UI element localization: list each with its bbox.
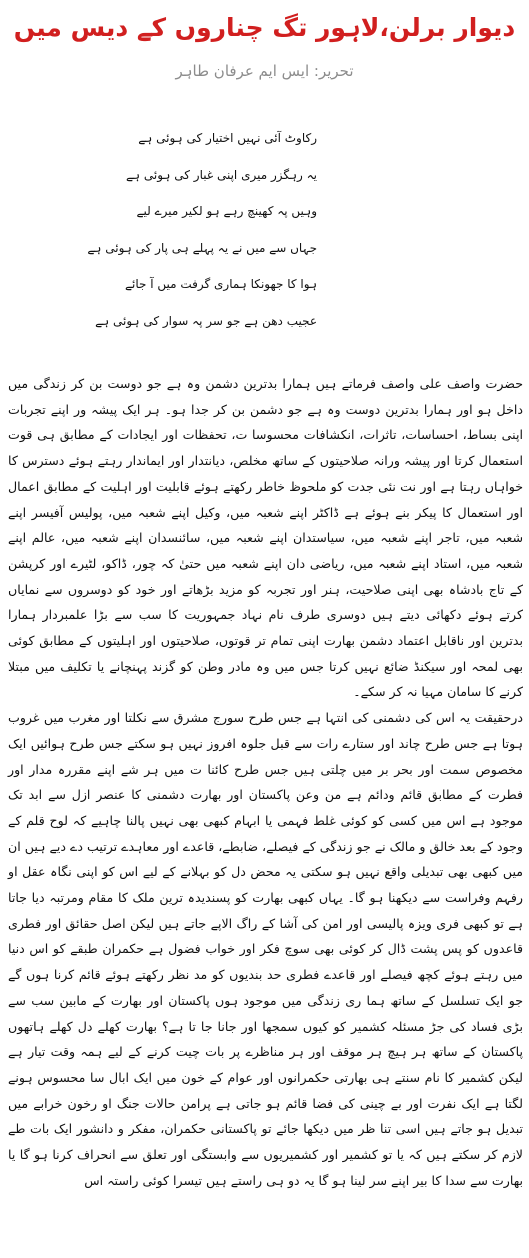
body-paragraph: حضرت واصف علی واصف فرماتے ہیں ہمارا بدترین دشمن وہ ہے جو دوست بن کر زندگی میں داخل ہو اور ہمارا بدترین دوست وہ ہے جو دشمن بن کر جدا ہو۔ ہر ایک پیشہ ور اپنے تجربات اپنی بساط، احساسات، تاثرات، انکشافات محسوسا ت، تحفظات اور ایجادات کے مطابق ہی قوت استعمال کرتا اور پیشہ ورانہ صلاحیتوں کے ساتھ مخلص، دیانتدار اور ایماندار رہتے ہوئے دسترس کا خواہاں رہتا ہے اور نت نئی جدت کو ملحوظ خاطر رکھتے ہوئے قابلیت اور اہلیت کے مطابق اعمال اور استعمال کا پیکر بنے ہوئے ہے ڈاکٹر اپنے شعبہ میں، وکیل اپنے شعبہ میں، پولیس آفیسر اپنے شعبہ میں، تاجر اپنے شعبہ میں، سیاستدان اپنے شعبہ میں، سائنسدان اپنے شعبہ میں، عالم اپنے شعبہ میں، استاد اپنے شعبہ میں، ریاضی دان اپنے شعبہ میں حتیٰ کہ چور، ڈاکو، لٹیرے اور کرپشن کے تاج بادشاہ بھی اپنی صلاحیت، ہنر اور تجربہ کو مزید بڑھاتے اور خود کو دوسروں سے نمایاں کرتے ہوئے دکھائی دیتے ہیں دوسری طرف نام نہاد جمہوریت کا سب سے بڑا علمبردار ہمارا بدترین اور ناقابل اعتماد دشمن بھارت اپنی تمام تر قوتوں، صلاحیتوں اور اہلیتوں کے مطابق کوئی بھی لمحہ اور سیکنڈ ضائع نہیں کرتا جس میں وہ مادر وطن کو گزند پہنچانے یا تکلیف میں مبتلا کرنے کا سامان مہیا نہ کر سکے۔ (8, 376, 523, 700)
poem-line: ہوا کا جھونکا ہماری گرفت میں آ جائے (124, 277, 317, 291)
article-title: دیوار برلن،لاہور تگ چناروں کے دیس میں (13, 13, 516, 42)
poem-line: رکاوٹ آئی نہیں اختیار کی ہوئی ہے (138, 131, 317, 145)
author-byline: تحریر: ایس ایم عرفان طاہر (175, 62, 354, 80)
body-paragraph: درحقیقت یہ اس کی دشمنی کی انتہا ہے جس طرح سورج مشرق سے نکلتا اور مغرب میں غروب ہوتا ہے جس طرح چاند اور ستارے رات سے قبل جلوہ افروز نہیں ہو سکتے جس طرح ہوائیں ایک مخصوص سمت اور بحر بر میں چلتی ہیں جس طرح کائنا ت میں ہر شے اپنے مقررہ مدار اور فطرت کے مطابق قائم ودائم ہے من وعن پاکستان اور بھارت دشمنی کا عنصر ازل سے ابد تک موجود ہے اس میں کسی کو کوئی غلط فہمی یا ابہام کبھی بھی نہیں پالنا چاہیے کہ لوح قلم کے وجود کے بعد خالق و مالک نے جو زندگی کے فیصلے، ضابطے، قاعدے اور معاہدے ترتیب دے دیے ہیں ان میں کبھی بھی تبدیلی واقع نہیں ہو سکتی یہ محض دل کو بہلانے کے لیے اس کو اپنی نگاہ عقل او رفہم وفراست سے دیکھنا ہو گا۔ یہاں کبھی بھارت کو پسندیدہ ترین ملک کا مقام ومرتبہ دیا جاتا ہے تو کبھی فری ویزہ پالیسی اور امن کی آشا کے راگ الاپے جاتے ہیں لیکن اصل حقائق اور فطری قاعدوں کو پس پشت ڈال کر کوئی بھی سوچ فکر اور خواب فضول ہے حکمران طبقے کو اس دنیا میں رہتے ہوئے کچھ فیصلے اور قاعدے فطری حد بندیوں کو مد نظر رکھتے ہوئے قائم کرنا ہوں گے جو ایک تسلسل کے ساتھ ہما ری زندگی میں موجود ہوں پاکستان اور بھارت کے مابین سب سے بڑی فساد کی جڑ مسئلہ کشمیر کو کیوں سمجھا اور جانا جا تا ہے؟ بھارت کھلے دل کھلے ہاتھوں پاکستان کے ساتھ ہر ہیچ ہر موقف اور ہر مناظرے پر بات چیت کرنے کے لیے ہمہ وقت تیار ہے لیکن کشمیر کا نام سنتے ہی بھارتی حکمرانوں اور عوام کے خون میں ایک ابال سا محسوس ہونے لگتا ہے ایک نفرت اور بے چینی کی فضا قائم ہو جاتی ہے پرامن حالات جنگ او رخون خرابے میں تبدیل ہو جاتے ہیں اسی تنا ظر میں دیکھا جائے تو پاکستانی حکمران، مفکر و دانشور ایک بات طے لازم کر سکتے ہیں کہ یا تو کشمیر اور کشمیریوں سے وابستگی اور تعلق سے انحراف کرنا ہو گا یا بھارت سے سدا کا بیر اپنے سر لینا ہو گا یہ دو ہی راستے ہیں تیسرا کوئی راستہ اس (8, 710, 523, 1188)
article-body (8, 371, 523, 1194)
poem-line: وہیں پہ کھینچ رہے ہو لکیر میرے لیے (136, 204, 317, 218)
poem-line: یہ رہگزر میری اپنی غبار کی ہوئی ہے (126, 167, 317, 182)
poem-line: جہاں سے میں نے یہ پہلے ہی پار کی ہوئی ہے (87, 240, 317, 255)
poem-line: عجیب دھن ہے جو سر پہ سوار کی ہوئی ہے (95, 313, 317, 328)
poem-block (57, 120, 317, 339)
